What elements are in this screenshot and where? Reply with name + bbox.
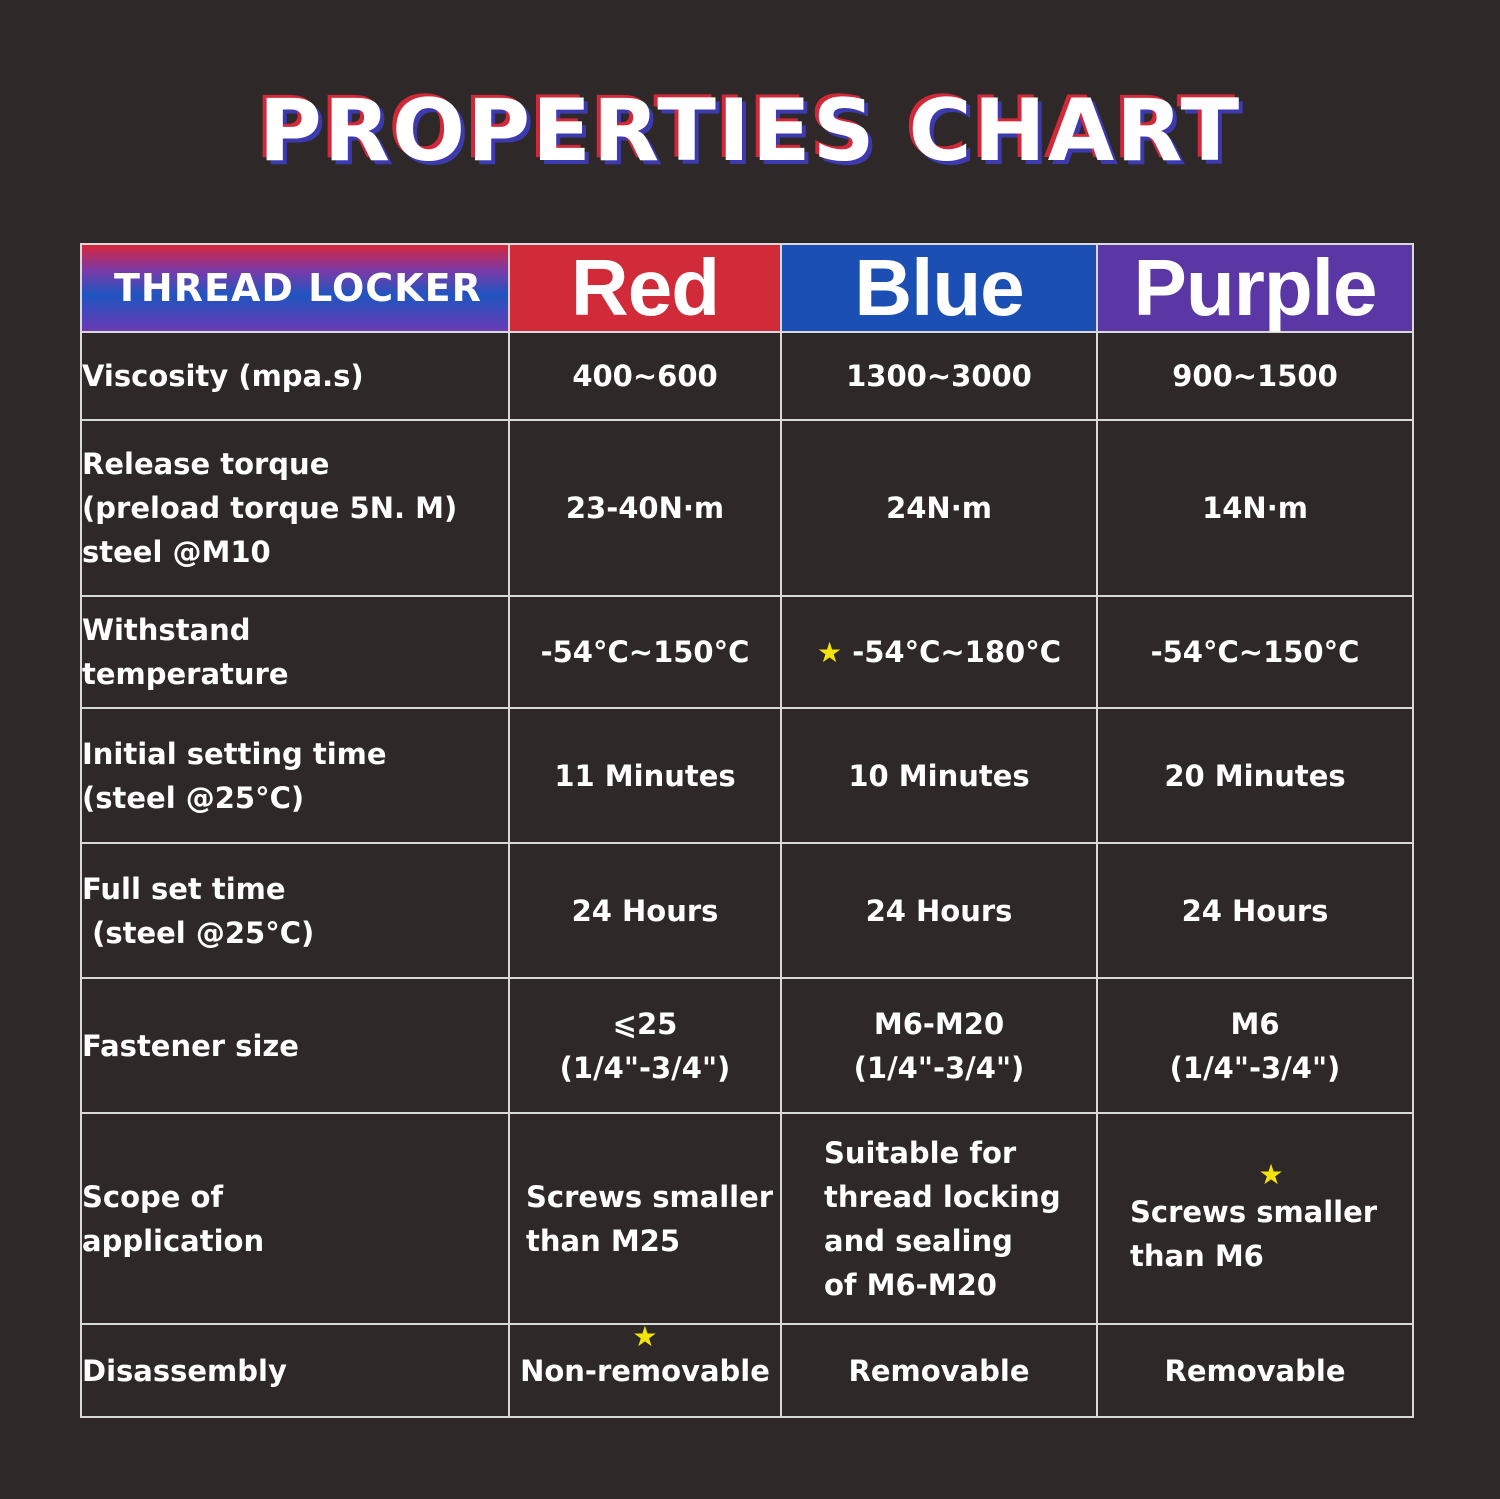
cell-blue-disassembly bbox=[781, 1324, 1097, 1417]
page-title: PROPERTIES CHART bbox=[258, 81, 1242, 181]
cell-line: M6-M20 bbox=[873, 1006, 1005, 1041]
cell-purple-fastener-size bbox=[1097, 978, 1413, 1113]
cell-line: 20 Minutes bbox=[1164, 758, 1346, 793]
cell-line: than M6 bbox=[1130, 1238, 1264, 1273]
cell-line: than M25 bbox=[526, 1223, 681, 1258]
cell-red-initial-setting bbox=[509, 708, 781, 843]
cell-line: 24N·m bbox=[886, 491, 992, 525]
cell-line: Non-removable bbox=[520, 1353, 770, 1388]
label-line: Initial setting time bbox=[82, 736, 387, 771]
cell-red-fastener-size bbox=[509, 978, 781, 1113]
cell-red-disassembly bbox=[509, 1319, 781, 1417]
cell-blue-temperature bbox=[781, 596, 1097, 708]
cell-line: ⩽25 bbox=[612, 1006, 678, 1041]
row-label-disassembly bbox=[81, 1324, 509, 1417]
cell-line: 400~600 bbox=[572, 359, 718, 393]
properties-table bbox=[80, 243, 1414, 1418]
label-line: Full set time bbox=[82, 871, 286, 906]
label-line: steel @M10 bbox=[82, 535, 271, 569]
cell-purple-disassembly bbox=[1097, 1324, 1413, 1417]
cell-red-release-torque bbox=[509, 420, 781, 596]
label-line: application bbox=[82, 1223, 265, 1258]
cell-line: 24 Hours bbox=[1181, 893, 1329, 928]
header-row bbox=[81, 244, 1413, 332]
label-line: Scope of bbox=[82, 1179, 224, 1214]
cell-line: 11 Minutes bbox=[554, 758, 736, 793]
cell-blue-release-torque bbox=[781, 420, 1097, 596]
cell-line: (1/4"-3/4") bbox=[559, 1050, 731, 1085]
header-thread-locker: THREAD LOCKER bbox=[81, 244, 509, 332]
cell-red-viscosity bbox=[509, 332, 781, 420]
row-label-scope bbox=[81, 1113, 509, 1324]
row-label-fastener-size bbox=[81, 978, 509, 1113]
cell-line: (1/4"-3/4") bbox=[1169, 1050, 1341, 1085]
row-label-full-set bbox=[81, 843, 509, 978]
table-row-full-set bbox=[81, 843, 1413, 978]
cell-red-full-set bbox=[509, 843, 781, 978]
table-row-temperature bbox=[81, 596, 1413, 708]
cell-line: Screws smaller bbox=[526, 1179, 774, 1214]
row-label-release-torque bbox=[81, 420, 509, 596]
row-label-viscosity bbox=[81, 332, 509, 420]
table-row-scope bbox=[81, 1113, 1413, 1324]
label-line: (steel @25°C) bbox=[82, 780, 305, 815]
cell-purple-scope bbox=[1097, 1113, 1413, 1324]
table-row-initial-setting bbox=[81, 708, 1413, 843]
cell-line: (1/4"-3/4") bbox=[853, 1050, 1025, 1085]
cell-line: 14N·m bbox=[1202, 491, 1308, 525]
cell-line: 1300~3000 bbox=[846, 359, 1032, 393]
cell-purple-initial-setting bbox=[1097, 708, 1413, 843]
table-row-release-torque bbox=[81, 420, 1413, 596]
cell-line: 24 Hours bbox=[865, 893, 1013, 928]
cell-red-temperature bbox=[509, 596, 781, 708]
cell-blue-scope bbox=[781, 1113, 1097, 1324]
label-line: (steel @25°C) bbox=[82, 915, 315, 950]
star-icon: ★ bbox=[632, 1319, 658, 1353]
cell-line: M6 bbox=[1230, 1006, 1280, 1041]
row-label-initial-setting bbox=[81, 708, 509, 843]
cell-line: -54°C~150°C bbox=[1150, 635, 1360, 669]
cell-blue-viscosity bbox=[781, 332, 1097, 420]
cell-line: -54°C~180°C bbox=[852, 634, 1061, 669]
table-row-viscosity bbox=[81, 332, 1413, 420]
cell-purple-temperature bbox=[1097, 596, 1413, 708]
label-line: Viscosity (mpa.s) bbox=[82, 359, 364, 393]
label-line: Disassembly bbox=[82, 1353, 287, 1388]
label-line: Release torque bbox=[82, 447, 330, 481]
table-row-fastener-size bbox=[81, 978, 1413, 1113]
cell-line: of M6-M20 bbox=[824, 1267, 997, 1302]
disassembly-value bbox=[520, 1319, 770, 1393]
cell-line: and sealing bbox=[824, 1223, 1013, 1258]
cell-purple-release-torque bbox=[1097, 420, 1413, 596]
cell-line: Screws smaller bbox=[1130, 1194, 1378, 1229]
star-icon: ★ bbox=[816, 635, 843, 669]
header-purple: Purple bbox=[1097, 244, 1413, 332]
cell-line: Removable bbox=[848, 1353, 1030, 1388]
cell-line: 23-40N·m bbox=[565, 491, 725, 525]
cell-blue-initial-setting bbox=[781, 708, 1097, 843]
cell-red-scope bbox=[509, 1113, 781, 1324]
cell-line: Removable bbox=[1164, 1353, 1346, 1388]
cell-blue-full-set bbox=[781, 843, 1097, 978]
cell-line: Suitable for bbox=[824, 1135, 1017, 1170]
header-red: Red bbox=[509, 244, 781, 332]
label-line: temperature bbox=[82, 657, 289, 691]
label-line: Fastener size bbox=[82, 1028, 299, 1063]
row-label-temperature bbox=[81, 596, 509, 708]
cell-line: 10 Minutes bbox=[848, 758, 1030, 793]
cell-purple-viscosity bbox=[1097, 332, 1413, 420]
table-row-disassembly bbox=[81, 1324, 1413, 1417]
header-blue: Blue bbox=[781, 244, 1097, 332]
cell-line: thread locking bbox=[824, 1179, 1061, 1214]
star-icon: ★ bbox=[1258, 1157, 1284, 1191]
label-line: Withstand bbox=[82, 613, 251, 647]
cell-purple-full-set bbox=[1097, 843, 1413, 978]
label-line: (preload torque 5N. M) bbox=[82, 491, 458, 525]
cell-line: -54°C~150°C bbox=[540, 635, 750, 669]
cell-blue-fastener-size bbox=[781, 978, 1097, 1113]
cell-line: 24 Hours bbox=[571, 893, 719, 928]
cell-line: 900~1500 bbox=[1172, 359, 1338, 393]
